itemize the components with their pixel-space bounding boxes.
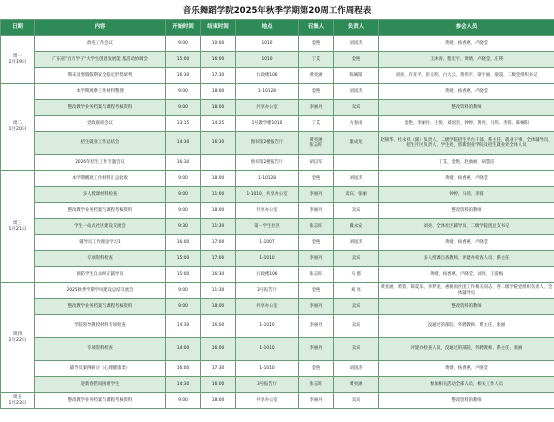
start-time-cell: 14:30 bbox=[166, 315, 201, 338]
content-cell: 专项资料检查 bbox=[35, 338, 166, 361]
end-time-cell: 16:00 bbox=[201, 377, 236, 393]
end-time-cell: 18:00 bbox=[201, 393, 236, 409]
end-time-cell: 16:00 bbox=[201, 338, 236, 361]
table-row bbox=[1, 155, 554, 171]
owner-cell: 黄亮涵 bbox=[334, 377, 379, 393]
convener-cell: 李丽丹 bbox=[299, 203, 334, 219]
start-time-cell: 9:30 bbox=[166, 219, 201, 235]
owner-cell: 刘国杰 bbox=[334, 36, 379, 52]
table-row bbox=[1, 361, 554, 377]
header-start-time: 开始时间 bbox=[166, 20, 201, 36]
attendees-cell: 整改资料的教师 bbox=[379, 203, 554, 219]
convener-cell: 金艳 bbox=[299, 235, 334, 251]
end-time-cell: 17:30 bbox=[201, 68, 236, 84]
convener-cell: 金艳 bbox=[299, 84, 334, 100]
content-cell: 党政联席会议 bbox=[35, 116, 166, 132]
convener-cell: 丁艾 bbox=[299, 52, 334, 68]
table-row bbox=[1, 393, 554, 409]
content-cell: 学生一站式社区建设交流会 bbox=[35, 219, 166, 235]
attendees-cell: 黄婧、杨香惠、卢晓莹 bbox=[379, 235, 554, 251]
convener-cell: 黄亮涵 张志旺 bbox=[299, 132, 334, 155]
place-cell: 共享办公室 bbox=[236, 393, 299, 409]
owner-cell: 刘国杰 bbox=[334, 171, 379, 187]
attendees-cell: 刘亮、许亚平、彭元明、白大云、黄伟平、梁宇丽、梁超、二级党组织书记 bbox=[379, 68, 554, 84]
end-time-cell: 18:00 bbox=[201, 299, 236, 315]
place-cell: 1010 bbox=[236, 36, 299, 52]
convener-cell: 丁艾 bbox=[299, 116, 334, 132]
start-time-cell: 14:30 bbox=[166, 132, 201, 155]
attendees-cell: 多人授课自查教师、评建办检查人员、系主任 bbox=[379, 251, 554, 267]
place-cell: 3号报告厅 bbox=[236, 377, 299, 393]
content-cell: 多人授课材料检查 bbox=[35, 187, 166, 203]
attendees-cell: 黄婧、杨香惠、卢晓莹 bbox=[379, 36, 554, 52]
end-time-cell: 14:25 bbox=[201, 116, 236, 132]
start-time-cell: 15:00 bbox=[166, 52, 201, 68]
day-date-cell: 周五 1月23日 bbox=[1, 393, 35, 409]
table-row bbox=[1, 52, 554, 68]
header-content: 内容 bbox=[35, 20, 166, 36]
content-cell: 本学期概观工作材料汇总验收 bbox=[35, 171, 166, 187]
place-cell: 3号报告厅 bbox=[236, 283, 299, 299]
convener-cell: 李丽丹 bbox=[299, 393, 334, 409]
convener-cell: 金艳 bbox=[299, 361, 334, 377]
start-time-cell: 9:00 bbox=[166, 84, 201, 100]
owner-cell: 卖宾 bbox=[334, 203, 379, 219]
table-row bbox=[1, 100, 554, 116]
place-cell: 共享办公室 bbox=[236, 100, 299, 116]
content-cell: 预防学生自杀纠正辅导员 bbox=[35, 267, 166, 283]
end-time-cell: 18:00 bbox=[201, 100, 236, 116]
content-cell: 学院领导教授材料专项检查 bbox=[35, 315, 166, 338]
attendees-cell: 评建办检查人员、没通过的部院、外聘教师、系主任、张丽 bbox=[379, 338, 554, 361]
convener-cell: 李丽丹 bbox=[299, 299, 334, 315]
owner-cell: 陈娴阳 bbox=[334, 68, 379, 84]
content-cell: 专项资料检查 bbox=[35, 251, 166, 267]
owner-cell: 马 郡 bbox=[334, 267, 379, 283]
attendees-cell: 黄婧、杨香惠、卢晓莹 bbox=[379, 361, 554, 377]
end-time-cell: 16:00 bbox=[201, 315, 236, 338]
end-time-cell bbox=[201, 155, 236, 171]
start-time-cell: 9:00 bbox=[166, 171, 201, 187]
attendees-cell: 整改资料的教师 bbox=[379, 100, 554, 116]
content-cell: 本学期观摩工作材料整理 bbox=[35, 84, 166, 100]
content-cell: 期末及寒假假期安全稳定形势研判 bbox=[35, 68, 166, 84]
end-time-cell: 10:00 bbox=[201, 36, 236, 52]
attendees-cell: 参加相关活动全部人员，相关工作人员 bbox=[379, 377, 554, 393]
end-time-cell: 11:00 bbox=[201, 187, 236, 203]
start-time-cell: 15:00 bbox=[166, 267, 201, 283]
convener-cell: 李丽丹 bbox=[299, 338, 334, 361]
attendees-cell: 没通过的部院、外聘教师、系主任、张丽 bbox=[379, 315, 554, 338]
table-row bbox=[1, 203, 554, 219]
convener-cell: 张志旺 bbox=[299, 267, 334, 283]
content-cell: 整改教学业务档案与课程考核资料 bbox=[35, 100, 166, 116]
attendees-cell: 黄亚涵、黄蓉、陈夏乐、李梦龙、惠树国社团工作相关同志、各二级学院党组织负责人、全体辅导员 bbox=[379, 283, 554, 299]
attendees-cell: 黄婧、杨香惠、卢晓莹、刘亮、王爱梅 bbox=[379, 267, 554, 283]
place-cell: 共享办公室 bbox=[236, 203, 299, 219]
table-row bbox=[1, 187, 554, 203]
start-time-cell: 16:30 bbox=[166, 155, 201, 171]
place-cell: 1-10128 bbox=[236, 84, 299, 100]
place-cell: 行政楼106 bbox=[236, 267, 299, 283]
start-time-cell: 14:30 bbox=[166, 377, 201, 393]
owner-cell: 卖宾 bbox=[334, 393, 379, 409]
convener-cell: 张志旺 bbox=[299, 377, 334, 393]
convener-cell: 黄亮涵 bbox=[299, 68, 334, 84]
owner-cell: 康成龙 bbox=[334, 132, 379, 155]
place-cell: 1-1010 bbox=[236, 338, 299, 361]
sheet-title: 音乐舞蹈学院2025年秋季学期第20周工作周程表 bbox=[0, 0, 554, 19]
end-time-cell: 16:30 bbox=[201, 132, 236, 155]
table-row bbox=[1, 68, 554, 84]
owner-cell: 刘国杰 bbox=[334, 84, 379, 100]
owner-cell: 刘国杰 bbox=[334, 361, 379, 377]
owner-cell: 卖宾 bbox=[334, 315, 379, 338]
convener-cell: 金艳 bbox=[299, 171, 334, 187]
table-row bbox=[1, 219, 554, 235]
place-cell: 1-10128 bbox=[236, 171, 299, 187]
start-time-cell: 14:00 bbox=[166, 338, 201, 361]
header-place: 地点 bbox=[236, 20, 299, 36]
place-cell: 1-1010 bbox=[236, 315, 299, 338]
end-time-cell: 11:30 bbox=[201, 283, 236, 299]
content-cell: 2025秋季学期学风建设总结交流会 bbox=[35, 283, 166, 299]
place-cell: 1-1007 bbox=[236, 235, 299, 251]
attendees-cell: 钟婷、马伟、李蓉 bbox=[379, 187, 554, 203]
start-time-cell: 9:00 bbox=[166, 393, 201, 409]
content-cell: 政史工作会议 bbox=[35, 36, 166, 52]
table-row bbox=[1, 116, 554, 132]
start-time-cell: 16:00 bbox=[166, 235, 201, 251]
table-row bbox=[1, 283, 554, 299]
content-cell: 广东省"百万学子"大学生创意发展能 基活动协调会 bbox=[35, 52, 166, 68]
convener-cell: 金艳 bbox=[299, 283, 334, 299]
table-row bbox=[1, 267, 554, 283]
table-row bbox=[1, 338, 554, 361]
content-cell: 整改教学业务档案与课程考核资料 bbox=[35, 203, 166, 219]
attendees-cell: 赵锦华、杜永祥（副）负责人、二级学院招生平台干部、系主任、就业干事、全体辅导员、招生片区负责人、学生处、创新创业学院及招生就业处全体人员 bbox=[379, 132, 554, 155]
header-date: 日期 bbox=[1, 20, 35, 36]
table-row bbox=[1, 251, 554, 267]
place-cell: 图书馆2楼报告厅 bbox=[236, 155, 299, 171]
header-convener: 召集人 bbox=[299, 20, 334, 36]
convener-cell: 胡以军 bbox=[299, 155, 334, 171]
attendees-cell: 黄婧、杨香惠、卢晓莹 bbox=[379, 171, 554, 187]
content-cell: 2026年招生工作专题会议 bbox=[35, 155, 166, 171]
attendees-cell: 刘亮、全体社区辅导员、二级学院团总支书记 bbox=[379, 219, 554, 235]
convener-cell: 张志旺 bbox=[299, 219, 334, 235]
content-cell: 招生就业工作总结会 bbox=[35, 132, 166, 155]
start-time-cell: 15:00 bbox=[166, 251, 201, 267]
owner-cell: 卖宾、张丽 bbox=[334, 187, 379, 203]
attendees-cell: 黄婧、杨香惠、卢晓莹 bbox=[379, 84, 554, 100]
content-cell: 迎新春慰问困难学生 bbox=[35, 377, 166, 393]
place-cell: 第一学生社区 bbox=[236, 219, 299, 235]
content-cell: 辅导员案例研讨（心理健康类） bbox=[35, 361, 166, 377]
attendees-cell: 整改资料的教师 bbox=[379, 393, 554, 409]
end-time-cell: 17:00 bbox=[201, 235, 236, 251]
table-row bbox=[1, 84, 554, 100]
attendees-cell: 丁艾、金艳、赵曲丽、胡慧洁 bbox=[379, 155, 554, 171]
header-end-time: 结束时间 bbox=[201, 20, 236, 36]
start-time-cell: 9:00 bbox=[166, 299, 201, 315]
convener-cell: 李丽丹 bbox=[299, 315, 334, 338]
header-row bbox=[1, 20, 554, 36]
start-time-cell: 9:00 bbox=[166, 187, 201, 203]
owner-cell: 刘国杰 bbox=[334, 235, 379, 251]
start-time-cell: 9:00 bbox=[166, 36, 201, 52]
owner-cell: 卖宾 bbox=[334, 251, 379, 267]
header-attendees: 参会人员 bbox=[379, 20, 554, 36]
start-time-cell: 13:15 bbox=[166, 116, 201, 132]
end-time-cell: 18:00 bbox=[201, 84, 236, 100]
table-row bbox=[1, 171, 554, 187]
content-cell: 辅导员工作理论学习1 bbox=[35, 235, 166, 251]
owner-cell bbox=[334, 155, 379, 171]
attendees-cell: 整改资料的教师 bbox=[379, 299, 554, 315]
place-cell: 1-1010 bbox=[236, 361, 299, 377]
start-time-cell: 9:00 bbox=[166, 283, 201, 299]
owner-cell: 方春雨 bbox=[334, 116, 379, 132]
place-cell: 共享办公室 bbox=[236, 299, 299, 315]
day-date-cell: 周二 1月20日 bbox=[1, 84, 35, 171]
day-date-cell: 周三 1月21日 bbox=[1, 171, 35, 283]
place-cell: 行政楼106 bbox=[236, 68, 299, 84]
place-cell: 1号教学楼1010 bbox=[236, 116, 299, 132]
start-time-cell: 16:00 bbox=[166, 361, 201, 377]
end-time-cell: 18:00 bbox=[201, 203, 236, 219]
start-time-cell: 16:30 bbox=[166, 68, 201, 84]
owner-cell: 冀永安 bbox=[334, 219, 379, 235]
schedule-body bbox=[1, 36, 554, 409]
table-row bbox=[1, 315, 554, 338]
owner-cell: 卖宾 bbox=[334, 100, 379, 116]
schedule-table bbox=[0, 19, 554, 409]
owner-cell: 卖宾 bbox=[334, 338, 379, 361]
end-time-cell: 16:30 bbox=[201, 267, 236, 283]
table-row bbox=[1, 36, 554, 52]
end-time-cell: 18:00 bbox=[201, 171, 236, 187]
place-cell: 图书馆2楼报告厅 bbox=[236, 132, 299, 155]
table-row bbox=[1, 377, 554, 393]
end-time-cell: 11:30 bbox=[201, 219, 236, 235]
end-time-cell: 16:00 bbox=[201, 52, 236, 68]
end-time-cell: 17:00 bbox=[201, 251, 236, 267]
place-cell: 1-1010、共享办公室 bbox=[236, 187, 299, 203]
convener-cell: 李丽丹 bbox=[299, 100, 334, 116]
content-cell: 整改教学业务档案与课程考核资料 bbox=[35, 393, 166, 409]
end-time-cell: 17:30 bbox=[201, 361, 236, 377]
table-row bbox=[1, 132, 554, 155]
start-time-cell: 9:00 bbox=[166, 100, 201, 116]
attendees-cell: 王沐涛、程宏宇、黄婧、卢晓莹、庄瑛 bbox=[379, 52, 554, 68]
table-row bbox=[1, 235, 554, 251]
day-date-cell: 周四 1月22日 bbox=[1, 283, 35, 393]
table-row bbox=[1, 299, 554, 315]
convener-cell: 李丽丹 bbox=[299, 187, 334, 203]
attendees-cell: 金艳、李丽丹、王悦、刘国杰、钟婷、黄亮、马伟、李蓉、陈娴阳 bbox=[379, 116, 554, 132]
header-owner: 负责人 bbox=[334, 20, 379, 36]
content-cell: 整改教学业务档案与课程考核资料 bbox=[35, 299, 166, 315]
convener-cell: 金艳 bbox=[299, 36, 334, 52]
place-cell: 1-1010 bbox=[236, 251, 299, 267]
owner-cell: 卖宾 bbox=[334, 299, 379, 315]
owner-cell: 金艳 bbox=[334, 52, 379, 68]
place-cell: 1010 bbox=[236, 52, 299, 68]
convener-cell: 李丽丹 bbox=[299, 251, 334, 267]
owner-cell: 刘 亮 bbox=[334, 283, 379, 299]
start-time-cell: 9:00 bbox=[166, 203, 201, 219]
day-date-cell: 周一 1月19日 bbox=[1, 36, 35, 84]
